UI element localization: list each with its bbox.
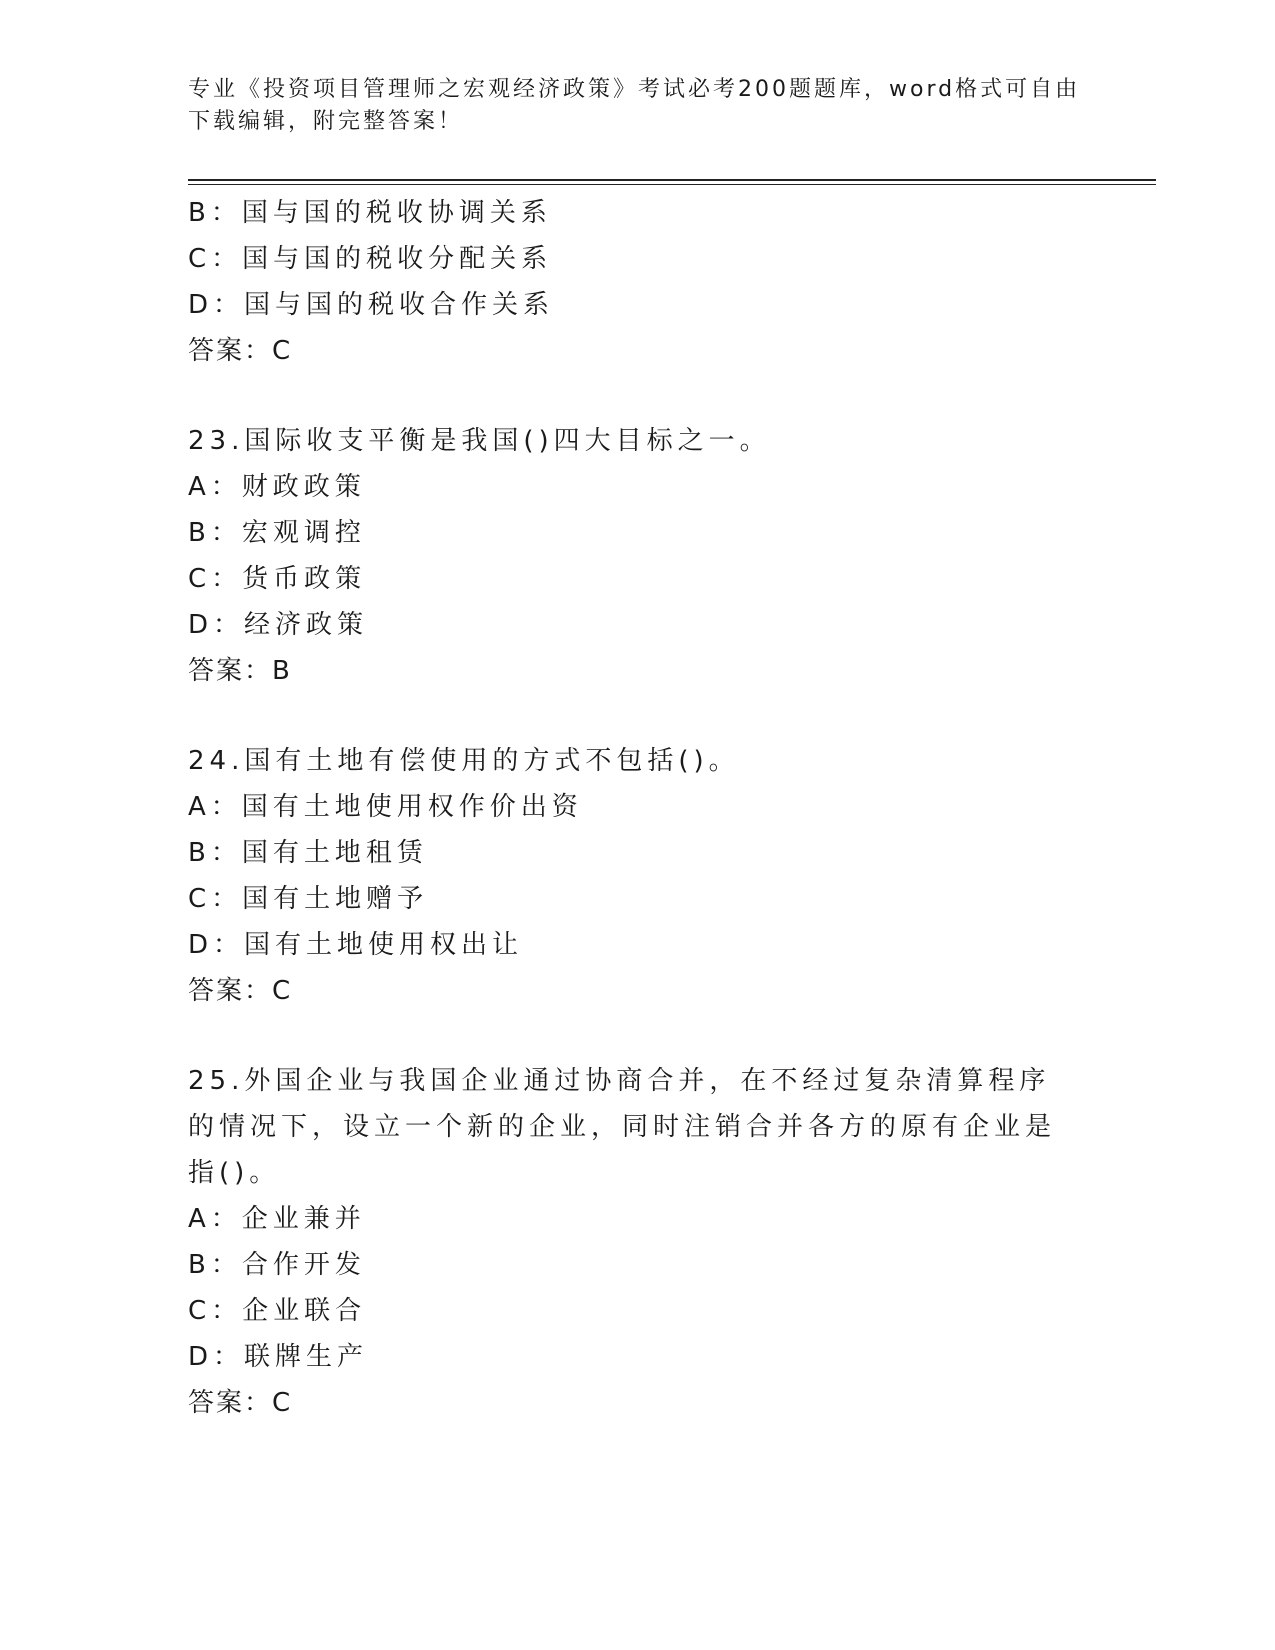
option-d: D：联牌生产 <box>188 1342 369 1372</box>
option-b: B：宏观调控 <box>188 518 366 548</box>
option-d: D：国有土地使用权出让 <box>188 930 524 960</box>
option-a: A：国有土地使用权作价出资 <box>188 792 583 822</box>
option-d: D：国与国的税收合作关系 <box>188 290 555 320</box>
option-c: C：国有土地赠予 <box>188 884 429 914</box>
question-block-22 <box>188 190 1088 374</box>
option-a: A：财政政策 <box>188 472 366 502</box>
question-block-23 <box>188 418 1088 694</box>
question-text: 25.外国企业与我国企业通过协商合并，在不经过复杂清算程序的情况下，设立一个新的企业，同时注销合并各方的原有企业是指()。 <box>188 1066 1057 1188</box>
question-list <box>188 190 1088 1426</box>
option-c: C：货币政策 <box>188 564 367 594</box>
header-divider-thin <box>188 184 1156 185</box>
option-c: C：企业联合 <box>188 1296 367 1326</box>
question-text: 24.国有土地有偿使用的方式不包括()。 <box>188 746 740 776</box>
question-text: 23.国际收支平衡是我国()四大目标之一。 <box>188 426 771 456</box>
option-b: B：国有土地租赁 <box>188 838 428 868</box>
option-a: A：企业兼并 <box>188 1204 366 1234</box>
question-block-24 <box>188 738 1088 1014</box>
answer-line: 答案：B <box>188 656 292 686</box>
answer-line: 答案：C <box>188 1388 293 1418</box>
document-header: 专业《投资项目管理师之宏观经济政策》考试必考200题题库，word格式可自由下载编辑，附完整答案！ <box>188 77 1081 134</box>
option-c: C：国与国的税收分配关系 <box>188 244 553 274</box>
question-block-25 <box>188 1058 1088 1426</box>
option-b: B：合作开发 <box>188 1250 366 1280</box>
answer-line: 答案：C <box>188 976 293 1006</box>
option-b: B：国与国的税收协调关系 <box>188 198 552 228</box>
option-d: D：经济政策 <box>188 610 369 640</box>
header-divider <box>188 179 1156 181</box>
answer-line: 答案：C <box>188 336 293 366</box>
